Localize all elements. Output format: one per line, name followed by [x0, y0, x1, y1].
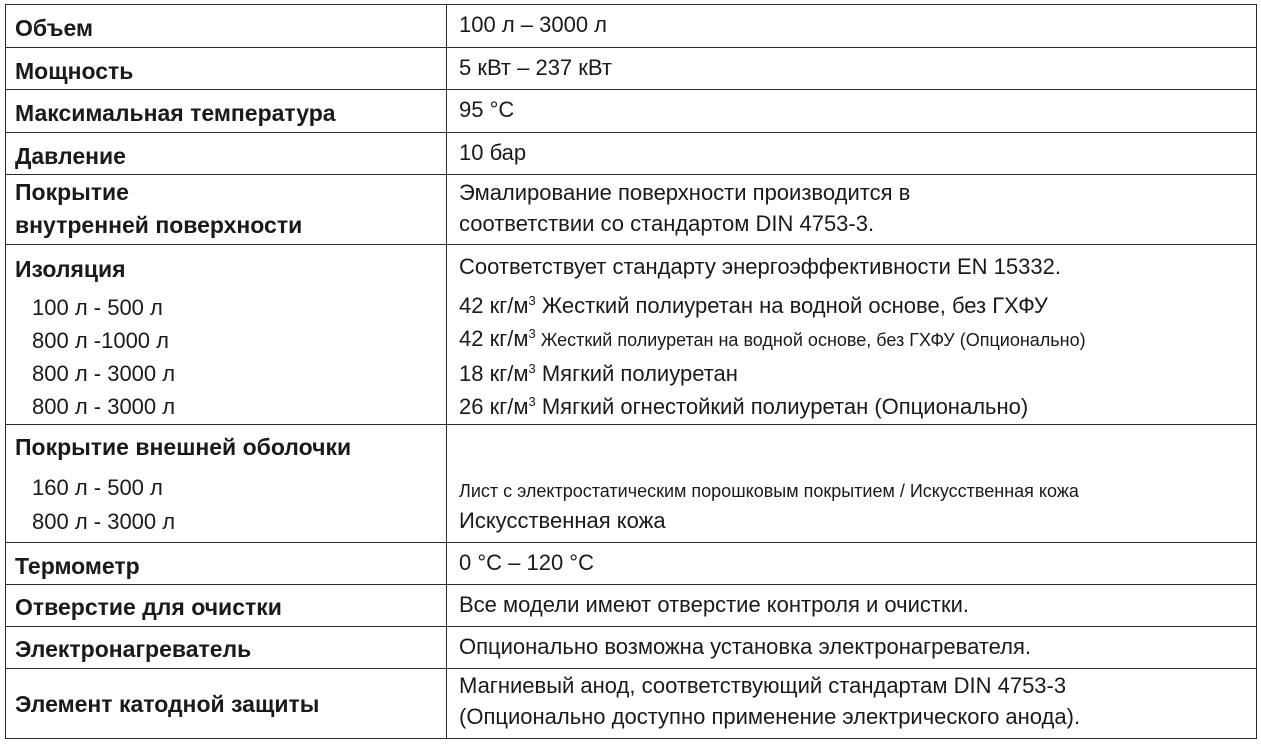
label-inner-coating-line2: внутренней поверхности	[15, 212, 303, 238]
insulation-material: 42 $кг/м^3$ Жесткий полиуретан на водной основе, без ГХФУ (Опционально)	[459, 326, 1086, 351]
insulation-material: 42 $кг/м^3$ Жесткий полиуретан на водной основе, без ГХФУ	[459, 293, 1048, 318]
label-max-temp: Максимальная температура	[15, 100, 336, 126]
value-inner-coating-line1: Эмалирование поверхности производится в	[459, 180, 911, 205]
specs-table	[5, 4, 1257, 739]
value-heater: Опционально возможна установка электронагревателя.	[459, 634, 1032, 659]
outer-shell-ranges	[6, 461, 446, 539]
value-thermometer: 0 °С – 120 °С	[459, 550, 594, 575]
label-cleaning-hole: Отверстие для очистки	[15, 594, 282, 620]
outer-shell-material: Лист с электростатическим порошковым покрытием / Искусственная кожа	[459, 481, 1079, 501]
value-max-temp: 95 °С	[459, 97, 515, 122]
value-cathodic	[447, 669, 1256, 731]
insulation-standard: Соответствует стандарту энергоэффективности EN 15332.	[459, 254, 1061, 279]
label-pressure: Давление	[15, 143, 126, 169]
label-volume: Объем	[15, 15, 94, 41]
row-power	[6, 48, 1257, 90]
value-power: 5 кВт – 237 кВт	[459, 55, 612, 80]
insulation-range: 800 л - 3000 л	[32, 361, 176, 386]
outer-shell-material: Искусственная кожа	[459, 508, 666, 533]
label-power: Мощность	[15, 58, 134, 84]
label-insulation: Изоляция	[15, 256, 126, 282]
insulation-range: 100 л - 500 л	[32, 295, 163, 320]
label-outer-shell: Покрытие внешней оболочки	[15, 434, 352, 460]
row-insulation	[6, 245, 1257, 425]
value-insulation	[447, 245, 1256, 423]
row-max-temp	[6, 90, 1257, 133]
value-pressure: 10 бар	[459, 140, 527, 165]
row-cathodic	[6, 669, 1257, 739]
row-cleaning-hole	[6, 585, 1257, 627]
value-cleaning-hole: Все модели имеют отверстие контроля и очистки.	[459, 592, 969, 617]
value-cathodic-line2: (Опционально доступно применение электрического анода).	[459, 704, 1081, 729]
row-thermometer	[6, 543, 1257, 585]
outer-shell-range: 160 л - 500 л	[32, 475, 163, 500]
label-heater: Электронагреватель	[15, 636, 252, 662]
insulation-material: 18 $кг/м^3$ Мягкий полиуретан	[459, 361, 738, 386]
value-volume: 100 л – 3000 л	[459, 12, 608, 37]
value-cathodic-line1: Магниевый анод, соответствующий стандартам DIN 4753-3	[459, 673, 1067, 698]
insulation-range: 800 л - 3000 л	[32, 394, 176, 419]
row-volume	[6, 5, 1257, 48]
label-thermometer: Термометр	[15, 553, 140, 579]
value-cell	[447, 5, 1257, 48]
value-inner-coating	[447, 175, 1256, 238]
value-inner-coating-line2: соответствии со стандартом DIN 4753-3.	[459, 211, 875, 236]
insulation-range: 800 л -1000 л	[32, 328, 169, 353]
row-heater	[6, 627, 1257, 669]
insulation-materials	[459, 289, 1256, 423]
label-inner-coating-line1: Покрытие	[15, 179, 129, 205]
row-inner-coating	[6, 175, 1257, 245]
insulation-ranges	[6, 283, 446, 423]
row-pressure	[6, 133, 1257, 175]
outer-shell-range: 800 л - 3000 л	[32, 509, 176, 534]
label-cathodic: Элемент катодной защиты	[15, 690, 320, 717]
label-inner-coating	[6, 175, 446, 239]
value-outer-shell	[447, 425, 1256, 536]
insulation-material: 26 $кг/м^3$ Мягкий огнестойкий полиуретан (Опционально)	[459, 394, 1029, 419]
label-cell	[6, 5, 447, 48]
row-outer-shell	[6, 425, 1257, 543]
